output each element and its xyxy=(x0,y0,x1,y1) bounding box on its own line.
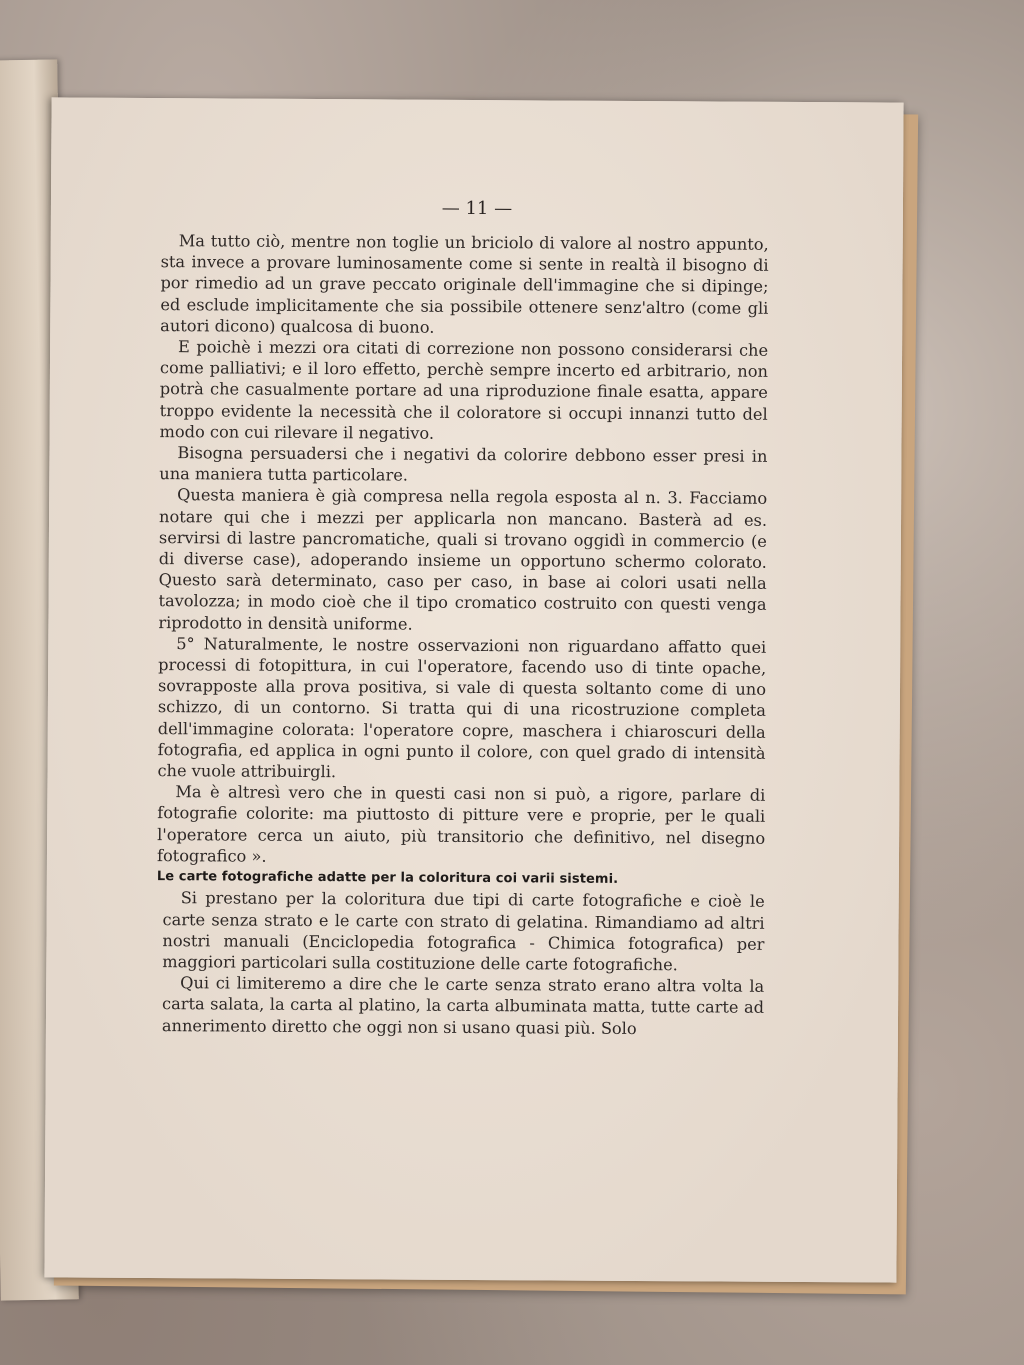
paragraph-5: 5° Naturalmente, le nostre osservazioni non riguardano affatto quei processi di fotopittura, in cui l'operatore, facendo uso di tinte opache, sovrapposte alla prova positiva, si vale di questa soltanto come di uno schizzo, di un contorno. Si tratta qui di una ricostruzione completa dell'immagine colorata: l'operatore copre, maschera i chiaroscuri della fotografia, ed applica in ogni punto il colore, con quel grado di intensità che vuole attribuirgli. xyxy=(157,634,767,782)
section-heading: Le carte fotografiche adatte per la coloritura coi varii sistemi. xyxy=(156,869,619,887)
paragraph-8: Qui ci limiteremo a dire che le carte senza strato erano altra volta la carta salata, la carta al platino, la carta albuminata matta, tutte carte ad annerimento diretto che oggi non si usano quasi più. Solo xyxy=(161,973,765,1038)
paragraph-2: E poichè i mezzi ora citati di correzione non possono considerarsi che come palliativi; e il loro effetto, perchè sempre incerto ed arbitrario, non potrà che casualmente portare ad una riproduzione finale esatta, appare troppo evidente la necessità che il coloratore si occupi innanzi tutto del modo con cui rilevare il negativo. xyxy=(159,337,769,443)
paragraph-6: Ma è altresì vero che in questi casi non si può, a rigore, parlare di fotografie colorite: ma piuttosto di pitture vere e proprie, per le quali l'operatore cerca un aiuto, più transitorio che definitivo, nel disegno fotografico ». xyxy=(156,782,766,866)
page-number: — 11 — xyxy=(441,197,513,220)
page-body xyxy=(156,230,769,1039)
paragraph-1: Ma tutto ciò, mentre non toglie un briciolo di valore al nostro appunto, sta invece a provare luminosamente come si sente in realtà il bisogno di por rimedio ad un grave peccato originale dell'immagine che si dipinge; ed esclude implicitamente che sia possibile ottenere senz'altro (come gli autori dicono) qualcosa di buono. xyxy=(160,231,769,337)
paragraph-7: Si prestano per la coloritura due tipi di carte fotografiche e cioè le carte senza strato e le carte con strato di gelatina. Rimandiamo ad altri nostri manuali (Enciclopedia fotografica - Chimica fotografica) per maggiori particolari sulla costituzione delle carte fotografiche. xyxy=(162,888,765,975)
paragraph-4: Questa maniera è già compresa nella regola esposta al n. 3. Facciamo notare qui che i mezzi per applicarla non mancano. Basterà ad es. servirsi di lastre pancromatiche, quali si trovano oggidì in commercio (e di diverse case), adoperando insieme un opportuno schermo colorato. Questo sarà determinato, caso per caso, in base ai colori usati nella tavolozza; in modo cioè che il tipo cromatico costruito con questi venga riprodotto in densità uniforme. xyxy=(158,485,768,634)
paragraph-3: Bisogna persuadersi che i negativi da colorire debbono esser presi in una maniera tutta particolare. xyxy=(159,443,768,485)
book-page xyxy=(44,97,903,1282)
